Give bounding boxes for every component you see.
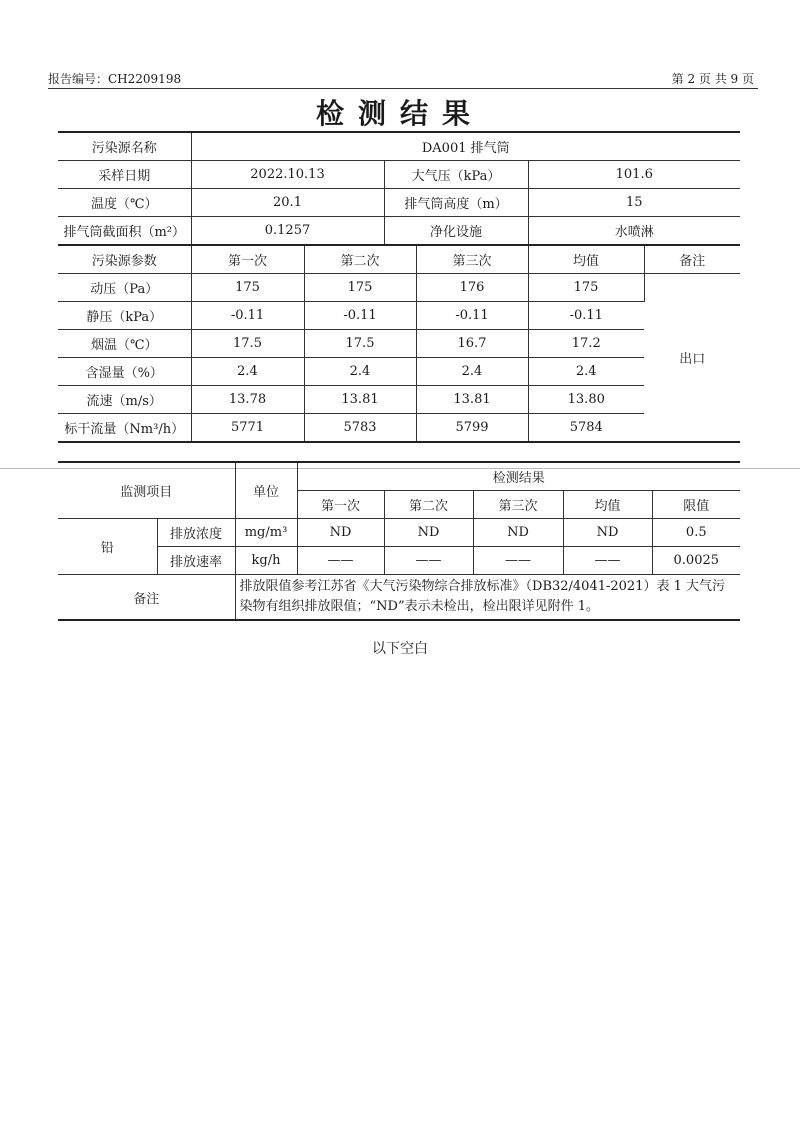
source-name: DA001 排气筒 — [191, 132, 740, 161]
cell: 2.4 — [416, 358, 528, 386]
cell: ND — [563, 519, 652, 547]
cell: 5799 — [416, 414, 528, 443]
table-row — [58, 414, 740, 443]
cell: 排放浓度 — [157, 519, 235, 547]
date-value: 2022.10.13 — [191, 161, 384, 189]
column-header: 第三次 — [416, 245, 528, 274]
date-label: 采样日期 — [58, 161, 191, 189]
cell: 含湿量（%） — [58, 358, 191, 386]
cell: mg/m³ — [235, 519, 297, 547]
column-header: 第一次 — [297, 491, 384, 519]
cell: 17.2 — [528, 330, 644, 358]
cell: 烟温（℃） — [58, 330, 191, 358]
cell: 0.5 — [652, 519, 740, 547]
cell: 排放速率 — [157, 547, 235, 575]
temp-value: 20.1 — [191, 189, 384, 217]
column-header: 限值 — [652, 491, 740, 519]
table-row — [58, 302, 740, 330]
remark-label: 备注 — [58, 575, 235, 621]
table-row — [58, 217, 740, 246]
column-header: 均值 — [563, 491, 652, 519]
column-header: 均值 — [528, 245, 644, 274]
pressure-label: 大气压（kPa） — [384, 161, 528, 189]
cell: -0.11 — [304, 302, 416, 330]
pressure-value: 101.6 — [528, 161, 740, 189]
cell: -0.11 — [191, 302, 304, 330]
column-header: 第三次 — [473, 491, 563, 519]
item-header: 监测项目 — [58, 462, 235, 519]
column-header: 第二次 — [384, 491, 473, 519]
table-header-row — [58, 462, 740, 491]
area-value: 0.1257 — [191, 217, 384, 246]
cell: 2.4 — [191, 358, 304, 386]
page-title: 检测结果 — [315, 97, 484, 130]
table-row — [58, 358, 740, 386]
cell: 动压（Pa） — [58, 274, 191, 302]
cell: 17.5 — [191, 330, 304, 358]
cell: 17.5 — [304, 330, 416, 358]
cell: 2.4 — [304, 358, 416, 386]
cell: 176 — [416, 274, 528, 302]
table-row — [58, 330, 740, 358]
cell: 13.80 — [528, 386, 644, 414]
cell: 13.78 — [191, 386, 304, 414]
column-header: 第二次 — [304, 245, 416, 274]
column-header: 备注 — [644, 245, 740, 274]
cell: 静压（kPa） — [58, 302, 191, 330]
cell: 5784 — [528, 414, 644, 443]
table-row — [58, 189, 740, 217]
cell: 175 — [191, 274, 304, 302]
cell: 标干流量（Nm³/h） — [58, 414, 191, 443]
header-divider — [48, 88, 758, 89]
table-row — [58, 519, 740, 547]
cell: -0.11 — [528, 302, 644, 330]
cell: ND — [473, 519, 563, 547]
height-label: 排气筒高度（m） — [384, 189, 528, 217]
monitoring-results-table — [58, 461, 740, 621]
remark-text: 排放限值参考江苏省《大气污染物综合排放标准》（DB32/4041-2021）表 1 大气污染物有组织排放限值；“ND”表示未检出，检出限详见附件 1。 — [235, 575, 740, 621]
blank-note: 以下空白 — [372, 641, 428, 657]
unit-header: 单位 — [235, 462, 297, 519]
cell: —— — [384, 547, 473, 575]
cell: 5771 — [191, 414, 304, 443]
cell: —— — [297, 547, 384, 575]
cell: ND — [297, 519, 384, 547]
cell: 0.0025 — [652, 547, 740, 575]
result-header: 检测结果 — [297, 462, 740, 491]
cell: -0.11 — [416, 302, 528, 330]
height-value: 15 — [528, 189, 740, 217]
cell: —— — [473, 547, 563, 575]
table-row — [58, 132, 740, 161]
cell: —— — [563, 547, 652, 575]
cell: 175 — [528, 274, 644, 302]
report-number: 报告编号：CH2209198 — [48, 72, 182, 86]
table-row — [58, 274, 740, 302]
cell: 13.81 — [304, 386, 416, 414]
source-name-label: 污染源名称 — [58, 132, 191, 161]
cell: 5783 — [304, 414, 416, 443]
remark-cell: 出口 — [644, 274, 740, 443]
cell: 流速（m/s） — [58, 386, 191, 414]
column-header: 污染源参数 — [58, 245, 191, 274]
cell: 175 — [304, 274, 416, 302]
cell: 2.4 — [528, 358, 644, 386]
temp-label: 温度（℃） — [58, 189, 191, 217]
table-row — [58, 547, 740, 575]
page-info: 第 2 页 共 9 页 — [671, 72, 754, 86]
table-header-row — [58, 245, 740, 274]
table-row — [58, 575, 740, 621]
pollutant-name: 铅 — [58, 519, 157, 575]
table-row — [58, 161, 740, 189]
cell: 13.81 — [416, 386, 528, 414]
cell: 16.7 — [416, 330, 528, 358]
area-label: 排气筒截面积（m²） — [58, 217, 191, 246]
source-parameters-table — [58, 131, 740, 443]
purify-label: 净化设施 — [384, 217, 528, 246]
purify-value: 水喷淋 — [528, 217, 740, 246]
cell: kg/h — [235, 547, 297, 575]
column-header: 第一次 — [191, 245, 304, 274]
table-row — [58, 386, 740, 414]
cell: ND — [384, 519, 473, 547]
